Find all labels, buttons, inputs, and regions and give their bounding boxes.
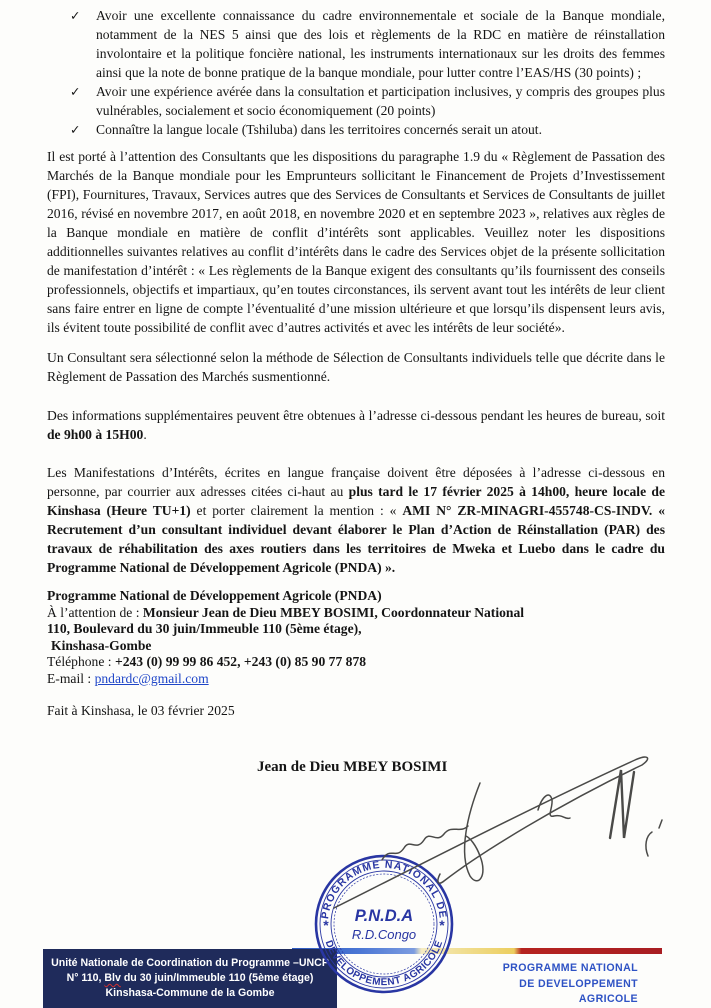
coordinator-name: Monsieur Jean de Dieu MBEY BOSIMI, Coordonnateur National (142, 604, 525, 620)
footer-brand-line: PROGRAMME NATIONAL (502, 962, 638, 974)
signature-scribble (330, 728, 710, 913)
paragraph-text: et porter clairement la mention : « (190, 503, 403, 518)
signatory-name: Jean de Dieu MBEY BOSIMI (257, 759, 448, 775)
bullet-text: Connaître la langue locale (Tshiluba) dans les territoires concernés serait un atout. (96, 122, 542, 137)
address-block (47, 588, 665, 687)
date-line: Fait à Kinshasa, le 03 février 2025 (47, 703, 235, 718)
stamp-arc-bottom-text: DEVELOPPEMENT AGRICOLE (322, 938, 446, 989)
misspelled-word: Blv (104, 972, 121, 984)
address-line (47, 654, 665, 671)
address-line (47, 638, 665, 655)
paragraph-text: Il est porté à l’attention des Consultants que les dispositions du paragraphe 1.9 du « Règlement de Passation des Marchés de la Banque mondiale pour les Emprunteurs sollicitant le Financement de Projets d’Investissement (FPI), Fournitures, Travaux, Services autres que des Services de Consultants et Services de Consultants de juillet 2016, révisé en novembre 2017, en août 2018, en novembre 2020 et en septembre 2023 », relatives aux règles de la Banque mondiale en matière de conflit d’intérêts sont applicables. Veuillez noter les dispositions additionnelles suivantes relatives au conflit d’intérêts dans le cadre des Services objet de la présente sollicitation de manifestation d’intérêt : « Les règlements de la Banque exigent des consultants qu’ils fournissent des conseils professionnels, objectifs et impartiaux, qu’en toutes circonstances, ils servent avant tout les intérêts de leur client sans faire entrer en ligne de compte l’éventualité d’une mission ultérieure et que lorsqu’ils dispensent leurs avis, ils évitent toute possibilité de conflit avec d’autres activités et avec les intérêts de leur société». (47, 149, 665, 335)
signature-stroke (382, 826, 468, 860)
footer-box-line (43, 971, 337, 986)
footer-box-text: N° 110, (66, 972, 105, 984)
phone-numbers: +243 (0) 99 99 86 452, +243 (0) 85 90 77 878 (114, 654, 367, 669)
email-link[interactable]: pndardc@gmail.com (94, 670, 209, 686)
phone-label: Téléphone : (47, 654, 115, 669)
list-item (70, 120, 665, 139)
stamp-star-right: * (439, 917, 445, 933)
city: Kinshasa-Gombe (51, 637, 152, 653)
street-address: 110, Boulevard du 30 juin/Immeuble 110 (5ème étage), (47, 621, 362, 636)
signature-stroke (646, 832, 652, 856)
address-line (47, 605, 665, 622)
signature-stroke (465, 783, 483, 881)
bullet-text: Avoir une excellente connaissance du cadre environnementale et sociale de la Banque mondiale, notamment de la NES 5 ainsi que des lois et règlements de la RDC en matière de réinstallation involontaire et la politique foncière national, les instruments internationaux sur les droits des femmes ainsi que la note de bonne pratique de la banque mondiale, pour lutter contre l’EAS/HS (30 points) ; (96, 8, 665, 80)
org-name: Programme National de Développement Agricole (PNDA) (47, 588, 382, 603)
footer-brand-line: AGRICOLE (578, 993, 638, 1005)
footer-box-line: Kinshasa-Commune de la Gombe (105, 987, 275, 999)
attention-label: À l’attention de : (47, 604, 143, 620)
address-line (47, 621, 665, 638)
stamp-star-left: * (323, 917, 329, 933)
paragraph-text: Des informations supplémentaires peuvent être obtenues à l’adresse ci-dessous pendant les heures de bureau, soit (47, 408, 665, 423)
paragraph-text: Un Consultant sera sélectionné selon la méthode de Sélection de Consultants individuels telle que décrite dans le Règlement de Passation des Marchés susmentionné. (47, 350, 665, 384)
paragraph-regulations (47, 147, 665, 337)
paragraph-text: . (143, 427, 147, 442)
checkmark-icon: ✓ (70, 8, 81, 23)
bullet-text: Avoir une expérience avérée dans la consultation et participation inclusives, y compris des groupes plus vulnérables, socialement et socio économiquement (20 points) (96, 84, 665, 118)
deadline: plus tard le 17 février 2025 à 14h00, heure locale de Kinshasa (Heure TU+1) (47, 484, 665, 518)
footer-brand-line: DE DEVELOPPEMENT (519, 977, 638, 990)
signature-stroke (659, 820, 662, 828)
footer-address-box (43, 949, 337, 1008)
qualification-list (47, 6, 665, 139)
checkmark-icon: ✓ (70, 122, 81, 137)
list-item (70, 6, 665, 82)
paragraph-selection-method (47, 348, 665, 386)
footer-box-line: Unité Nationale de Coordination du Programme –UNCP (51, 957, 329, 969)
paragraph-submission (47, 463, 665, 577)
address-line (47, 671, 665, 688)
paragraph-text: Les Manifestations d’Intérêts, écrites en langue française doivent être déposées à l’adresse ci-dessous en personne, par courrier aux adresses citées ci-haut au (47, 465, 665, 499)
stamp-center-acronym: P.N.D.A (354, 907, 414, 925)
paragraph-information (47, 406, 665, 444)
stamp-center-country: R.D.Congo (351, 927, 417, 942)
signature-stroke (610, 770, 634, 838)
ami-reference: AMI N° ZR-MINAGRI-455748-CS-INDV. « Recrutement d’un consultant individuel devant élaborer le Plan d’Action de Réinstallation (PAR) des travaux de réhabilitation des axes routiers dans les territoires de Mweka et Luebo dans le cadre du Programme National de Développement Agricole (PNDA) ». (47, 503, 665, 575)
list-item (70, 82, 665, 120)
address-line (47, 588, 665, 605)
stamp-arc-top-text: PROGRAMME NATIONAL DE (320, 859, 448, 920)
footer-box-text: du 30 juin/Immeuble 110 (5ème étage) (120, 972, 314, 984)
signature-stroke (334, 757, 648, 908)
office-hours: de 9h00 à 15H00 (47, 427, 144, 442)
email-label: E-mail : (47, 670, 95, 686)
document-body (47, 4, 665, 777)
footer-brand-text (503, 961, 638, 1008)
checkmark-icon: ✓ (70, 84, 81, 99)
